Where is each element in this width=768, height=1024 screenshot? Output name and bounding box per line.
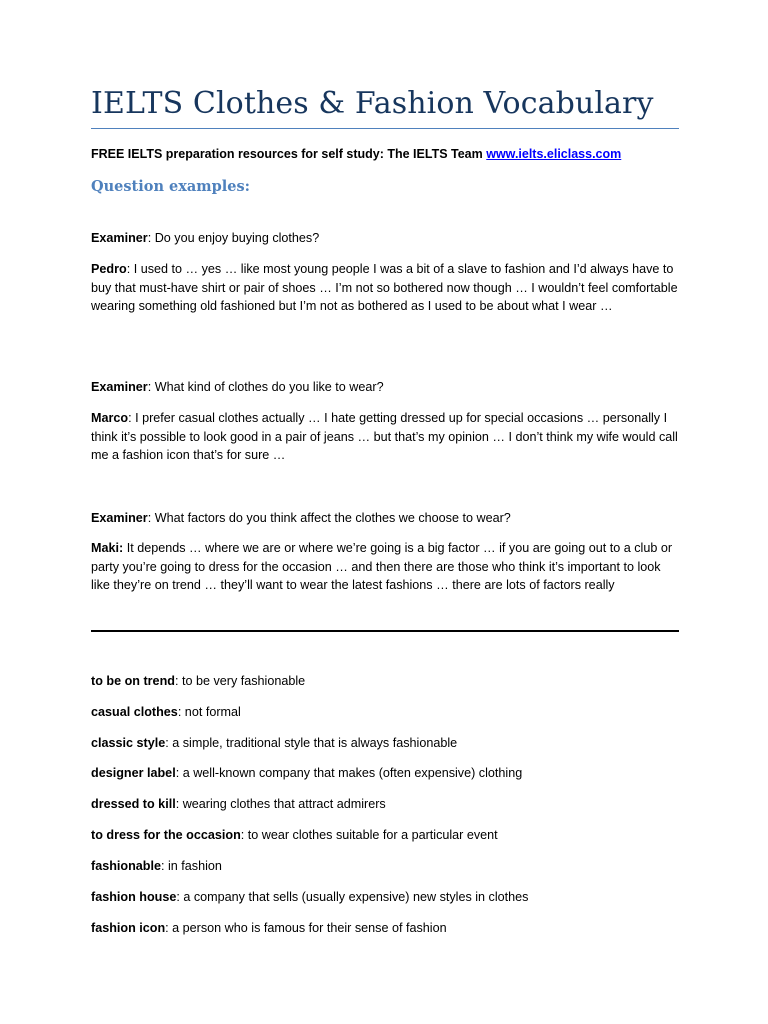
vocab-term: dressed to kill xyxy=(91,797,176,811)
speaker-label: Marco xyxy=(91,411,129,425)
vocab-term: fashionable xyxy=(91,859,161,873)
dialogue-line xyxy=(91,260,681,316)
resources-text: FREE IELTS preparation resources for self study: The IELTS Team xyxy=(91,147,487,161)
page-title: IELTS Clothes & Fashion Vocabulary xyxy=(91,86,654,121)
dialogue-text: : What kind of clothes do you like to wear? xyxy=(147,380,384,394)
vocab-term: designer label xyxy=(91,766,176,780)
vocab-definition: : a company that sells (usually expensive) new styles in clothes xyxy=(176,890,529,904)
vocab-item xyxy=(91,890,528,904)
dialogue-line xyxy=(91,409,681,465)
vocab-item xyxy=(91,674,305,688)
resources-line xyxy=(91,147,621,161)
vocab-term: to dress for the occasion xyxy=(91,828,241,842)
vocab-term: fashion icon xyxy=(91,921,166,935)
vocab-definition: : to be very fashionable xyxy=(174,674,306,688)
dialogue-text: : I used to … yes … like most young people I was a bit of a slave to fashion and I’d always have to buy that must-have shirt or pair of shoes … I’m not so bothered now though … I wouldn’t feel comfortable wearing something old fashioned but I’m not as bothered as I used to be about what I wear … xyxy=(91,262,678,314)
resources-link[interactable]: www.ielts.eliclass.com xyxy=(486,147,622,161)
vocab-term: fashion house xyxy=(91,890,177,904)
dialogue-line xyxy=(91,509,681,528)
section-divider xyxy=(91,630,679,632)
vocab-item xyxy=(91,859,222,873)
dialogue-line xyxy=(91,539,681,595)
vocab-definition: : not formal xyxy=(177,705,241,719)
dialogue-text: : Do you enjoy buying clothes? xyxy=(147,231,320,245)
dialogue-text: : What factors do you think affect the clothes we choose to wear? xyxy=(147,511,511,525)
dialogue-line xyxy=(91,378,681,397)
speaker-label: Examiner xyxy=(91,380,148,394)
vocab-definition: : to wear clothes suitable for a particular event xyxy=(240,828,498,842)
vocab-item xyxy=(91,705,241,719)
vocab-definition: : in fashion xyxy=(160,859,222,873)
vocab-item xyxy=(91,797,386,811)
dialogue-text: It depends … where we are or where we’re going is a big factor … if you are going out to a club or party you’re going to dress for the occasion … and then there are those who think it’s important to look like they’re on trend … they’ll want to wear the latest fashions … there are lots of factors really xyxy=(91,541,673,593)
dialogue-text: : I prefer casual clothes actually … I hate getting dressed up for special occasions … personally I think it’s possible to look good in a pair of jeans … but that’s my opinion … I don’t think my wife would call me a fashion icon that’s for sure … xyxy=(91,411,678,463)
dialogue-line xyxy=(91,229,681,248)
vocab-item xyxy=(91,828,498,842)
speaker-label: Maki: xyxy=(91,541,124,555)
vocab-term: classic style xyxy=(91,736,166,750)
speaker-label: Pedro xyxy=(91,262,127,276)
speaker-label: Examiner xyxy=(91,231,148,245)
vocab-item xyxy=(91,921,447,935)
title-underline xyxy=(91,128,679,129)
vocab-term: to be on trend xyxy=(91,674,175,688)
vocab-item xyxy=(91,736,457,750)
vocab-item xyxy=(91,766,522,780)
section-heading: Question examples: xyxy=(91,178,251,195)
vocab-definition: : a well-known company that makes (often expensive) clothing xyxy=(175,766,523,780)
speaker-label: Examiner xyxy=(91,511,148,525)
vocab-definition: : a person who is famous for their sense of fashion xyxy=(165,921,447,935)
vocab-definition: : a simple, traditional style that is always fashionable xyxy=(165,736,458,750)
vocab-definition: : wearing clothes that attract admirers xyxy=(175,797,386,811)
vocab-term: casual clothes xyxy=(91,705,178,719)
